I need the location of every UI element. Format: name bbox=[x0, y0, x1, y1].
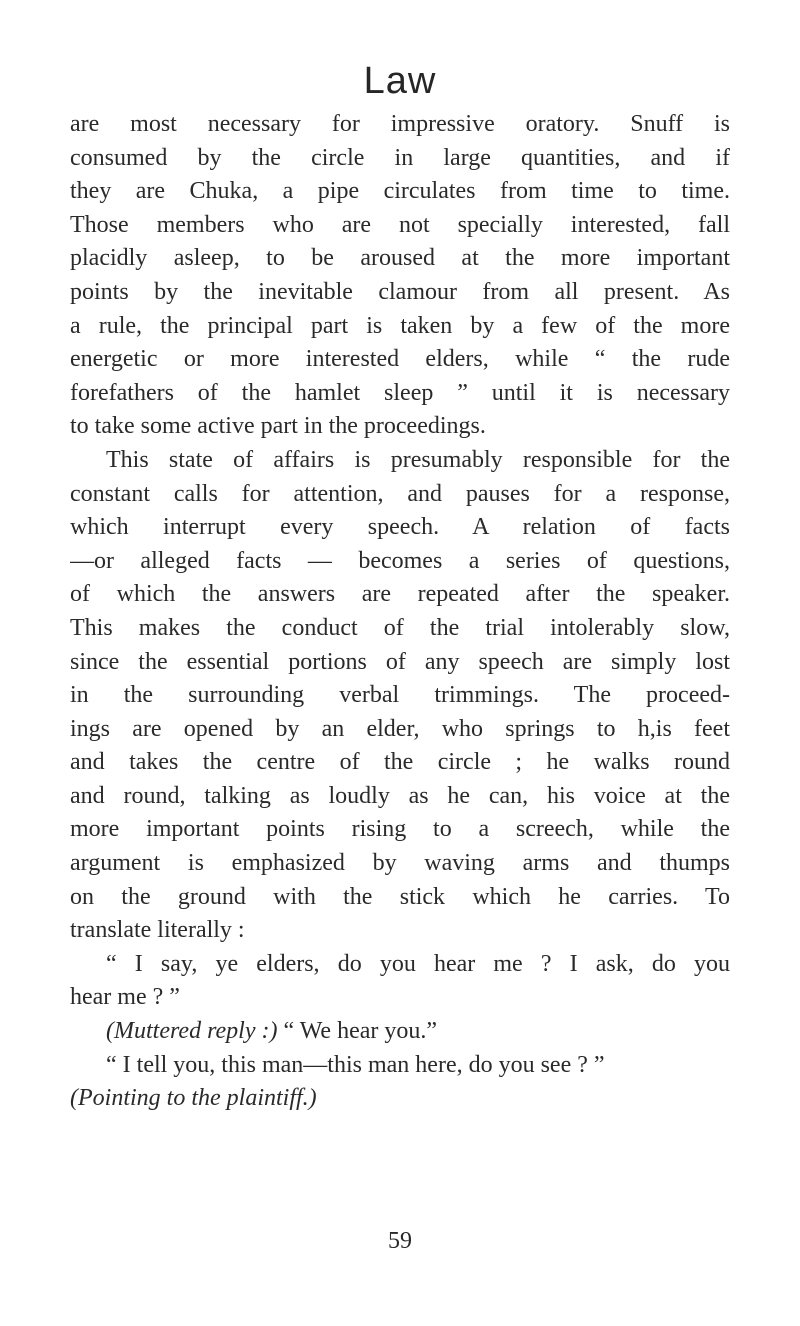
text-line: are most necessary for impressive oratory. Snuff is bbox=[70, 111, 730, 137]
text-line: more important points rising to a screech, while the bbox=[70, 816, 730, 843]
text-line: translate literally : bbox=[70, 917, 245, 944]
text-line: —or alleged facts — becomes a series of questions, bbox=[70, 547, 730, 574]
text-line: since the essential portions of any speech are simply lost bbox=[70, 648, 730, 675]
text-line: of which the answers are repeated after the speaker. bbox=[70, 581, 730, 608]
text-line: which interrupt every speech. A relation of facts bbox=[70, 514, 730, 541]
text-line: they are Chuka, a pipe circulates from time to time. bbox=[70, 178, 730, 205]
text-line: Those members who are not specially interested, fall bbox=[70, 211, 730, 238]
text-line: argument is emphasized by waving arms and thumps bbox=[70, 850, 730, 877]
text-line: constant calls for attention, and pauses for a response, bbox=[70, 480, 730, 507]
running-head: Law bbox=[363, 60, 437, 102]
page-number: 59 bbox=[388, 1228, 412, 1254]
book-page bbox=[70, 0, 730, 1326]
text-line bbox=[70, 1082, 730, 1116]
text-line: placidly asleep, to be aroused at the more important bbox=[70, 245, 730, 272]
text-line: ings are opened by an elder, who springs to h,is feet bbox=[70, 715, 730, 742]
text-line: points by the inevitable clamour from all present. As bbox=[70, 278, 730, 305]
text-line: consumed by the circle in large quantities, and if bbox=[70, 144, 730, 171]
text-line: “ I tell you, this man—this man here, do you see ? ” bbox=[106, 1051, 605, 1078]
text-line: and round, talking as loudly as he can, his voice at the bbox=[70, 782, 730, 809]
text-line: to take some active part in the proceedings. bbox=[70, 413, 486, 440]
text-line: in the surrounding verbal trimmings. The proceed- bbox=[70, 682, 730, 709]
text-line: energetic or more interested elders, while “ the rude bbox=[70, 346, 730, 373]
text-line: hear me ? ” bbox=[70, 984, 180, 1011]
text-line: “ I say, ye elders, do you hear me ? I ask, do you bbox=[106, 950, 730, 977]
stage-direction: (Muttered reply :) bbox=[106, 1018, 278, 1045]
stage-direction: (Pointing to the plaintiff.) bbox=[70, 1085, 317, 1112]
text-line: forefathers of the hamlet sleep ” until it is necessary bbox=[70, 379, 730, 406]
text-line: on the ground with the stick which he carries. To bbox=[70, 883, 730, 910]
text-line: a rule, the principal part is taken by a few of the more bbox=[70, 312, 730, 339]
body-text bbox=[70, 108, 730, 1116]
text-line: This state of affairs is presumably responsible for the bbox=[106, 446, 730, 473]
text-line: This makes the conduct of the trial intolerably slow, bbox=[70, 614, 730, 641]
text-line: and takes the centre of the circle ; he walks round bbox=[70, 749, 730, 776]
text-line: (Muttered reply :) “ We hear you.” bbox=[106, 1018, 438, 1045]
